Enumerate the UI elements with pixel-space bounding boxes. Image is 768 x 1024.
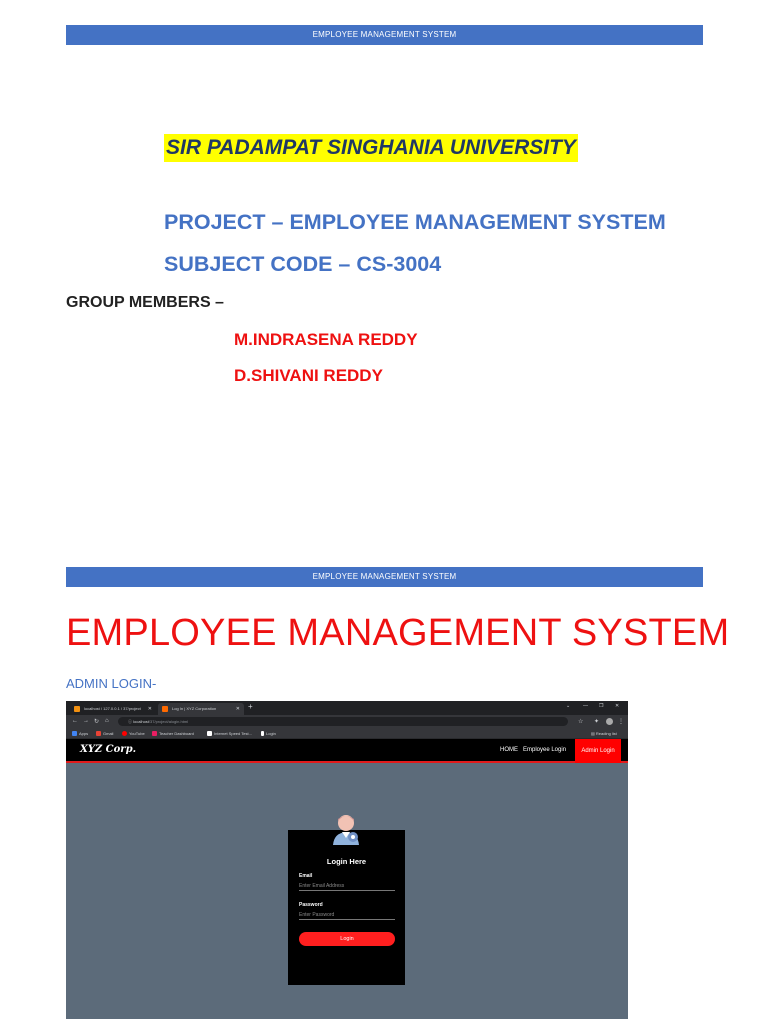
password-label: Password [299,902,323,908]
browser-toolbar [66,715,628,728]
dashboard-icon [152,731,157,736]
project-title: PROJECT – EMPLOYEE MANAGEMENT SYSTEM [164,210,666,234]
nav-employee-login-link[interactable]: Employee Login [523,747,567,753]
email-label: Email [299,873,313,879]
address-path: /37/project/alogin.html [148,719,189,724]
bookmark-item[interactable]: Teacher Dashboard [152,730,194,737]
phpmyadmin-favicon-icon [74,706,80,712]
university-name: SIR PADAMPAT SINGHANIA UNIVERSITY [164,134,578,162]
site-brand[interactable]: XYZ Corp. [80,744,137,755]
address-bar[interactable] [118,717,568,726]
login-form [288,830,405,985]
section-label: ADMIN LOGIN- [66,676,157,691]
tab-label: Log In | XYZ Corporation [172,706,217,711]
login-title: Login Here [326,857,367,866]
forward-icon[interactable]: → [83,718,89,724]
reload-icon[interactable]: ↻ [94,719,100,725]
group-members-label: GROUP MEMBERS – [66,294,224,311]
bookmarks-bar [66,728,628,739]
bookmark-item[interactable]: Internet Speed Test... [207,730,252,737]
login-button[interactable]: Login [299,932,395,946]
extensions-icon[interactable]: ✦ [594,719,600,725]
reading-list-item[interactable]: ▤ Reading list [591,731,617,736]
document-header-bar: EMPLOYEE MANAGEMENT SYSTEM [66,567,703,587]
email-field[interactable] [299,881,395,891]
browser-tab-bar [66,701,628,715]
login-bookmark-icon [261,731,264,736]
subject-code: SUBJECT CODE – CS-3004 [164,252,442,276]
page-title: EMPLOYEE MANAGEMENT SYSTEM [66,612,730,654]
bookmark-item[interactable]: Apps [72,730,88,737]
browser-tab[interactable] [70,703,156,715]
new-tab-button[interactable]: + [248,702,253,711]
close-icon[interactable]: ✕ [235,706,240,712]
document-header-bar: EMPLOYEE MANAGEMENT SYSTEM [66,25,703,45]
apps-icon [72,731,77,736]
bookmark-item[interactable]: Gmail [96,730,113,737]
home-icon[interactable]: ⌂ [105,718,109,724]
back-icon[interactable]: ← [72,718,78,724]
tab-label: localhost / 127.0.0.1 / 37/project [84,706,141,711]
gmail-icon [96,731,101,736]
close-window-icon[interactable]: ✕ [615,703,620,709]
address-host: localhost [133,719,149,724]
user-avatar-icon [328,811,364,847]
close-icon[interactable]: ✕ [147,706,152,712]
speedtest-icon [207,731,212,736]
password-field[interactable] [299,910,395,920]
tab-search-icon[interactable]: ⌄ [566,703,571,709]
nav-admin-login-button[interactable]: Admin Login [575,739,621,763]
star-icon[interactable]: ☆ [578,719,584,725]
reading-list-icon: ▤ [591,731,596,736]
browser-screenshot [66,701,628,1019]
site-favicon-icon [162,706,168,712]
menu-icon[interactable]: ⋮ [618,719,624,725]
nav-home-link[interactable]: HOME [500,747,518,753]
bookmark-item[interactable]: Login [261,730,276,737]
avatar[interactable] [606,718,613,725]
site-navbar [66,739,628,763]
youtube-icon [122,731,127,736]
minimize-icon[interactable]: — [583,703,588,709]
maximize-icon[interactable]: ❐ [599,703,604,709]
browser-tab-active[interactable] [158,703,244,715]
bookmark-item[interactable]: YouTube [122,730,145,737]
member-name: D.SHIVANI REDDY [234,366,383,385]
member-name: M.INDRASENA REDDY [234,330,418,349]
info-icon: ⓘ [128,719,134,724]
